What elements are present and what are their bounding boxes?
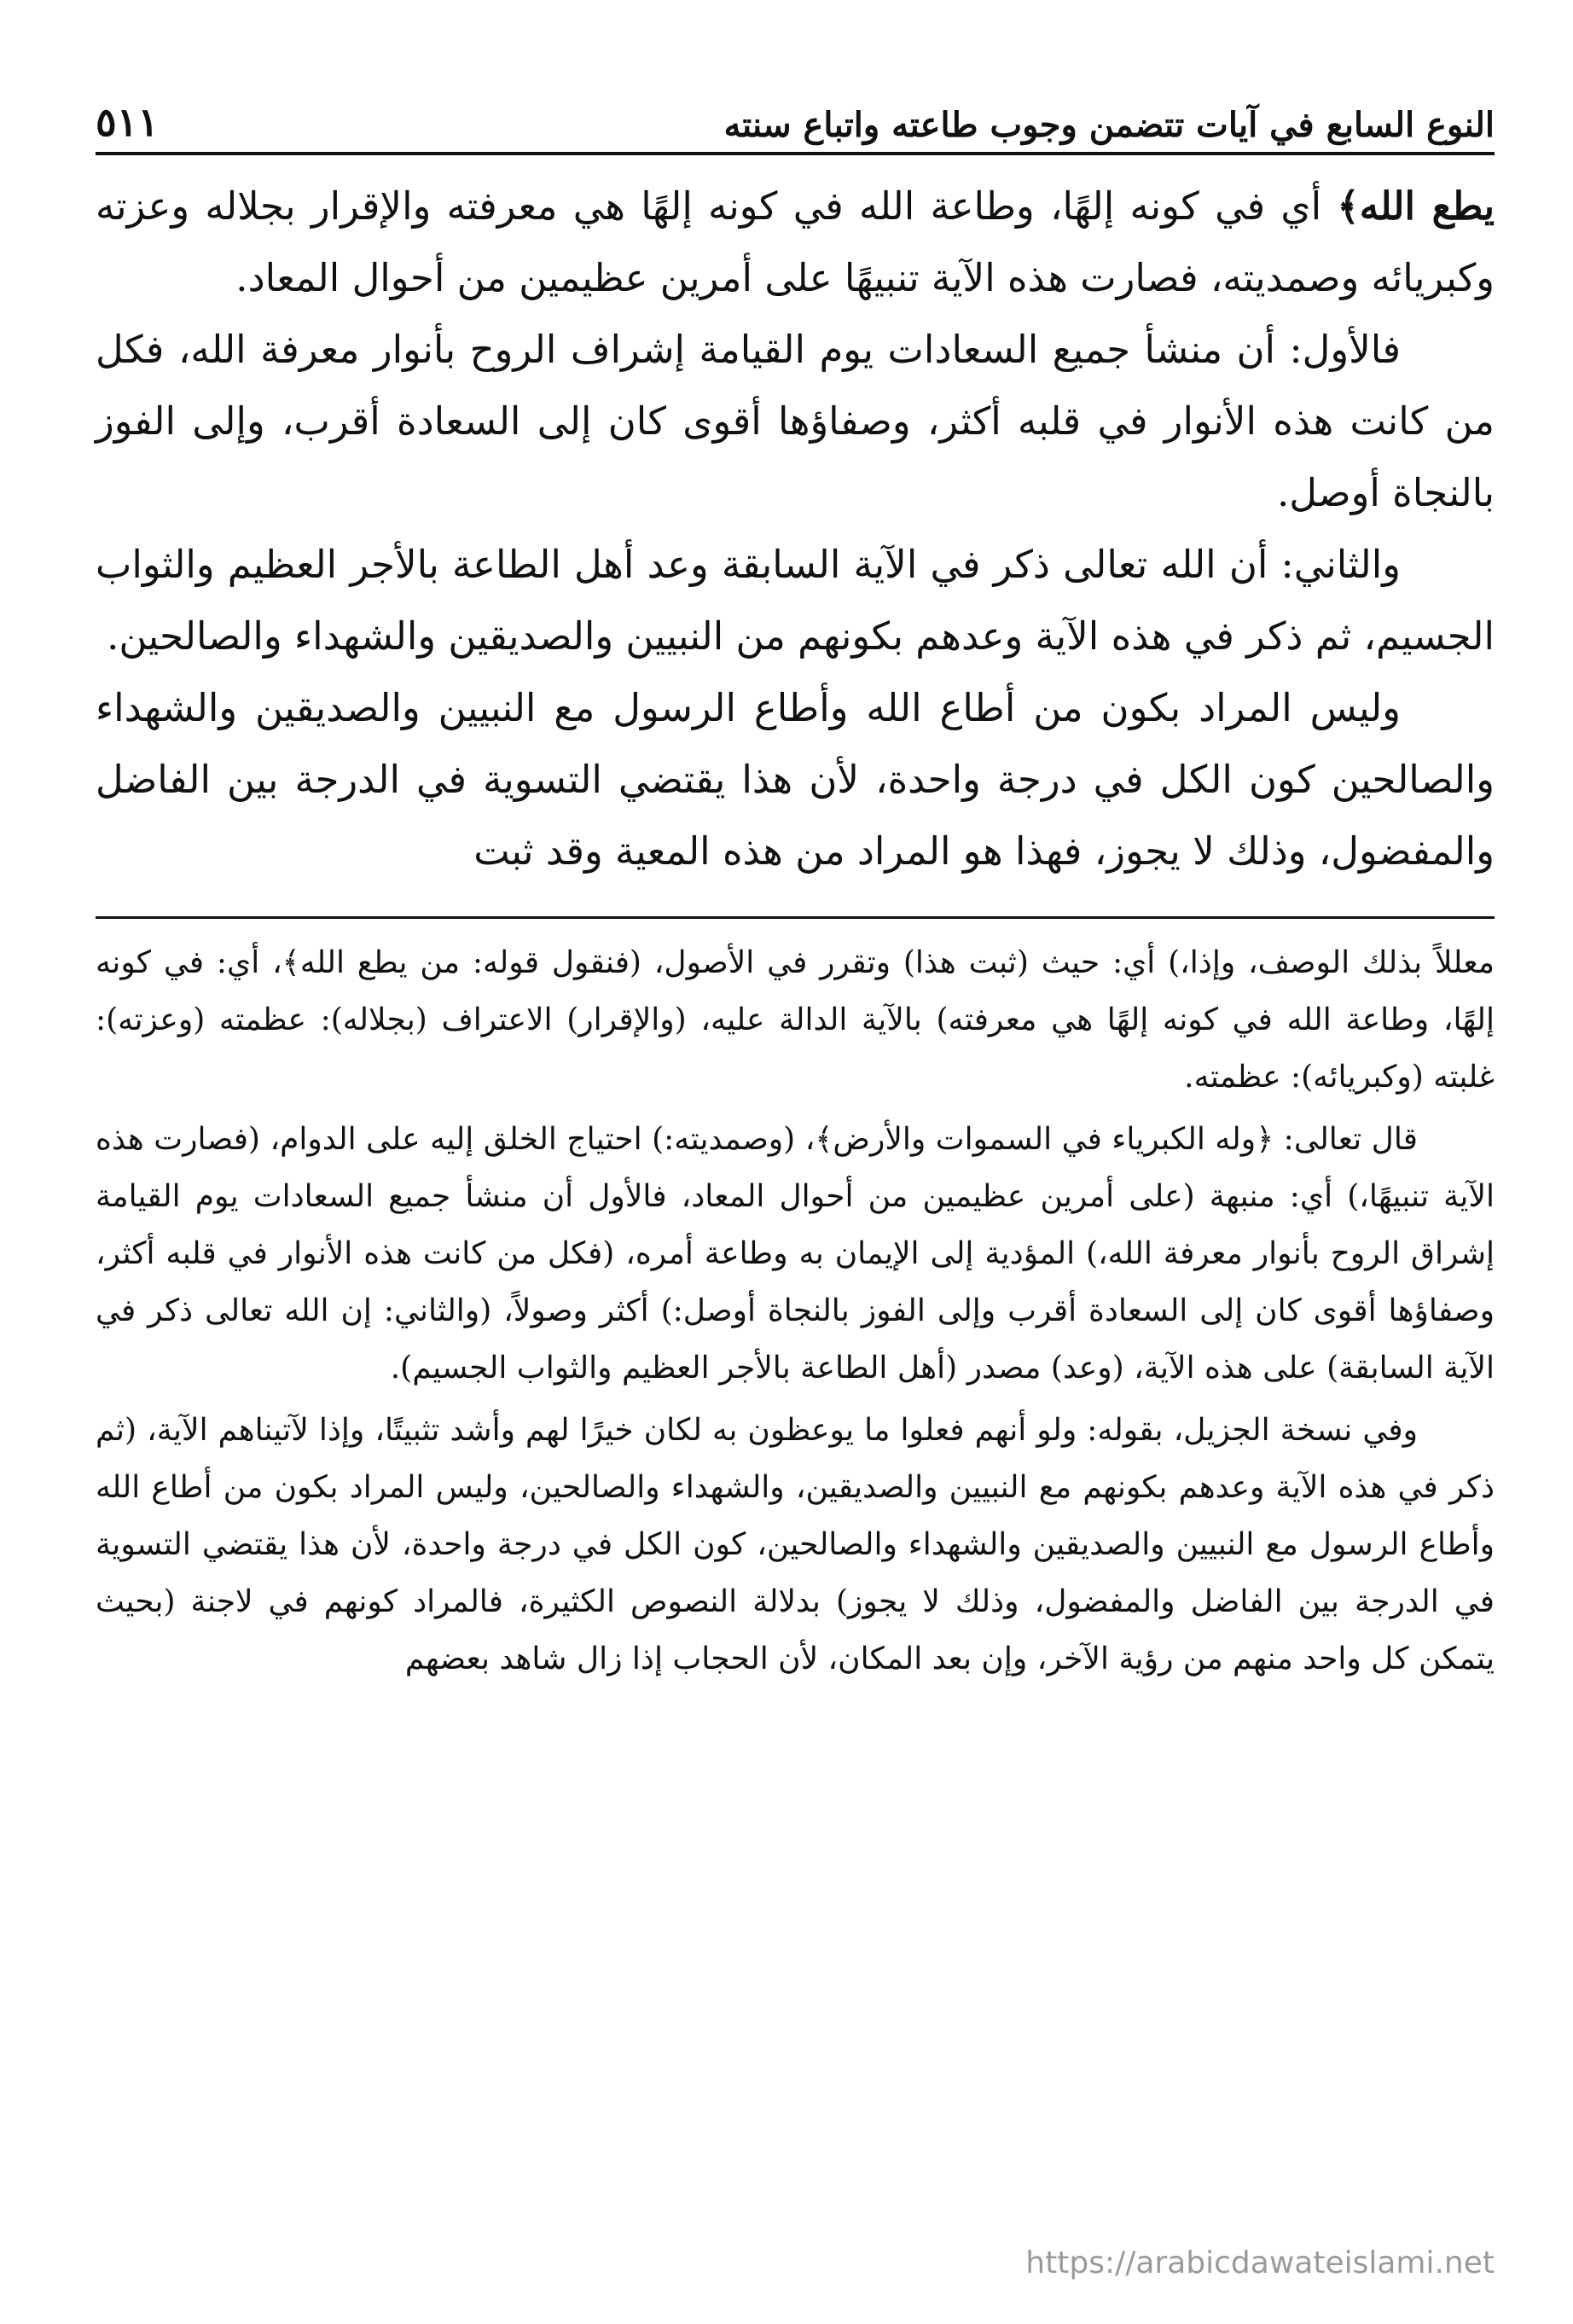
document-page bbox=[96, 85, 1495, 1688]
footnote-divider bbox=[96, 916, 1495, 919]
main-paragraph-4: وليس المراد بكون من أطاع الله وأطاع الرسول مع النبيين والصديقين والشهداء والصالحين كون الكل في درجة واحدة، لأن هذا يقتضي التسوية في الدرجة بين الفاضل والمفضول، وذلك لا يجوز، فهذا هو المراد من هذه المعية وقد ثبت bbox=[96, 685, 1495, 874]
main-paragraph-1-text: أي في كونه إلهًا، وطاعة الله في كونه إلهًا هي معرفته والإقرار بجلاله وعزته وكبريائه وصمديته، فصارت هذه الآية تنبيهًا على أمرين عظيمين من أحوال المعاد. bbox=[96, 183, 1495, 300]
main-paragraph-2: فالأول: أن منشأ جميع السعادات يوم القيامة إشراف الروح بأنوار معرفة الله، فكل من كانت هذه الأنوار في قلبه أكثر، وصفاؤها أقوى كان إلى السعادة أقرب، وإلى الفوز بالنجاة أوصل. bbox=[96, 327, 1495, 515]
main-paragraph-1 bbox=[96, 171, 1495, 314]
watermark-url: https://arabicdawateislami.net bbox=[1025, 2246, 1495, 2280]
quran-quote: يطع الله﴾ bbox=[1337, 183, 1495, 229]
commentary-section bbox=[96, 934, 1495, 1688]
running-title: النوع السابع في آيات تتضمن وجوب طاعته واتباع سنته bbox=[723, 105, 1495, 145]
main-text bbox=[96, 171, 1495, 887]
main-paragraph-3: والثاني: أن الله تعالى ذكر في الآية السابقة وعد أهل الطاعة بالأجر العظيم والثواب الجسيم، ثم ذكر في هذه الآية وعدهم بكونهم من النبيين والصديقين والشهداء والصالحين. bbox=[96, 542, 1495, 659]
commentary-paragraph-2: قال تعالى: ﴿وله الكبرياء في السموات والأرض﴾، (وصمديته:) احتياج الخلق إليه على الدوام، (فصارت هذه الآية تنبيهًا،) أي: منبهة (على أمرين عظيمين من أحوال المعاد، فالأول أن منشأ جميع السعادات يوم القيامة إشراق الروح بأنوار معرفة الله،) المؤدية إلى الإيمان به وطاعة أمره، (فكل من كانت هذه الأنوار في قلبه أكثر، وصفاؤها أقوى كان إلى السعادة أقرب وإلى الفوز بالنجاة أوصل:) أكثر وصولاً، (والثاني: إن الله تعالى ذكر في الآية السابقة) على هذه الآية، (وعد) مصدر (أهل الطاعة بالأجر العظيم والثواب الجسيم). bbox=[96, 1122, 1495, 1386]
page-number: ٥١١ bbox=[96, 99, 160, 145]
commentary-paragraph-1: معللاً بذلك الوصف، وإذا،) أي: حيث (ثبت هذا) وتقرر في الأصول، (فنقول قوله: من يطع الله﴾، أي: في كونه إلهًا، وطاعة الله في كونه إلهًا هي معرفته) بالآية الدالة عليه، (والإقرار) الاعتراف (بجلاله): عظمته (وعزته): غلبته (وكبريائه): عظمته. bbox=[96, 945, 1495, 1095]
commentary-paragraph-3: وفي نسخة الجزيل، بقوله: ولو أنهم فعلوا ما يوعظون به لكان خيرًا لهم وأشد تثبيتًا، وإذا لآتيناهم الآية، (ثم ذكر في هذه الآية وعدهم بكونهم مع النبيين والصديقين، والشهداء والصالحين، وليس المراد بكون من أطاع الله وأطاع الرسول مع النبيين والصديقين والشهداء والصالحين، كون الكل في درجة واحدة، لأن هذا يقتضي التسوية في الدرجة بين الفاضل والمفضول، وذلك لا يجوز) بدلالة النصوص الكثيرة، فالمراد كونهم في لاجنة (بحيث يتمكن كل واحد منهم من رؤية الآخر، وإن بعد المكان، لأن الحجاب إذا زال شاهد بعضهم bbox=[96, 1413, 1495, 1676]
page-header bbox=[96, 85, 1495, 155]
